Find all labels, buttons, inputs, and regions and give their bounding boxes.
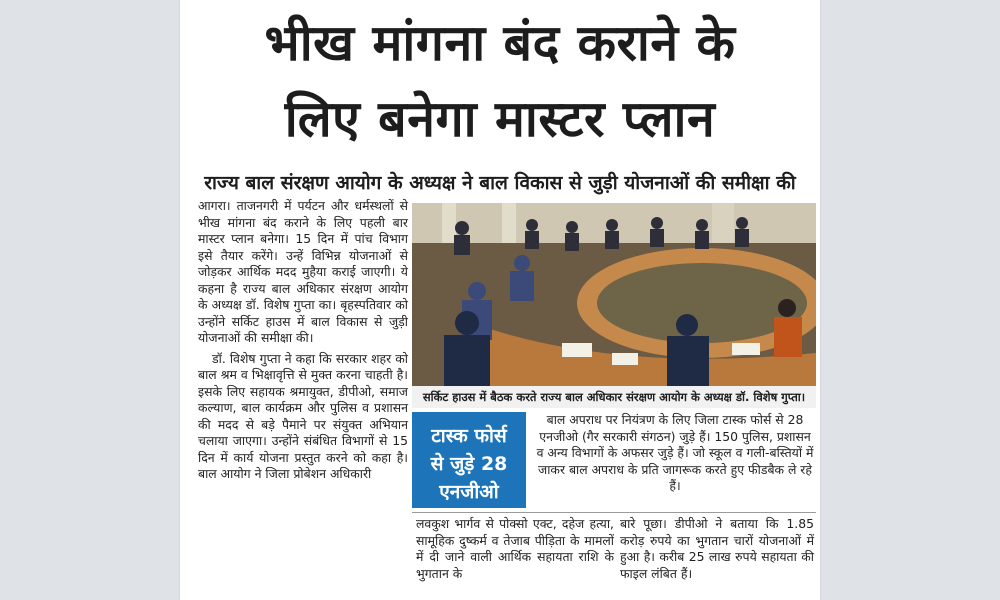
task-force-box — [412, 412, 526, 508]
article-column-2: लवकुश भार्गव से पोक्सो एक्ट, दहेज हत्या, सामूहिक दुष्कर्म व तेजाब पीड़िता के मामलों में दी जाने वाली आर्थिक सहायता राशि के भुगतान के — [416, 516, 614, 581]
article-paragraph: डॉ. विशेष गुप्ता ने कहा कि सरकार शहर को बाल श्रम व भिक्षावृत्ति से मुक्त करना चाहती है। इसके लिए सहायक श्रमायुक्त, डीपीओ, समाज कल्याण, बाल कार्यक्रम और पुलिस व प्रशासन की मदद से बड़े पैमाने पर संयुक्त अभियान चलाया जाएगा। उन्होंने संबंधित विभागों से 15 दिन में कार्य योजना प्रस्तुत करने को कहा है। बाल आयोग ने जिला प्रोबेशन अधिकारी — [198, 350, 408, 481]
article-column-3: बारे पूछा। डीपीओ ने बताया कि 1.85 करोड़ रुपये का भुगतान चारों योजनाओं में हुआ है। करीब 25 लाख रुपये सहायता की फाइल लंबित हैं। — [620, 516, 814, 581]
box-title-line: टास्क फोर्स — [431, 425, 507, 447]
meeting-photo — [412, 203, 816, 386]
meeting-photo-image — [412, 203, 816, 386]
newspaper-clipping — [180, 0, 820, 600]
article-column-1 — [198, 198, 408, 483]
box-title-line: से जुड़े 28 — [430, 453, 508, 475]
headline-line-2: लिए बनेगा मास्टर प्लान — [284, 90, 716, 148]
article-paragraph: आगरा। ताजनगरी में पर्यटन और धर्मस्थलों से भीख मांगना बंद कराने के लिए पहली बार मास्टर प्लान बनेगा। 15 दिन में पांच विभाग इसे तैयार करेंगे। उन्हें विभिन्न योजनाओं से जोड़कर आर्थिक मदद मुहैया कराई जाएगी। ये कहना है राज्य बाल अधिकार संरक्षण आयोग के अध्यक्ष डॉ. विशेष गुप्ता का। बृहस्पतिवार को उन्होंने सर्किट हाउस में बाल विकास से जुड़ी योजनाओं की समीक्षा की। — [198, 198, 408, 345]
photo-caption: सर्किट हाउस में बैठक करते राज्य बाल अधिकार संरक्षण आयोग के अध्यक्ष डॉ. विशेष गुप्ता। — [412, 386, 816, 408]
box-title-line: एनजीओ — [439, 481, 499, 503]
divider — [412, 512, 816, 513]
task-force-text: बाल अपराध पर नियंत्रण के लिए जिला टास्क फोर्स से 28 एनजीओ (गैर सरकारी संगठन) जुड़े हैं। 150 पुलिस, प्रशासन व अन्य विभागों के अफसर जुड़े हैं। जो स्कूल व गली-बस्तियों में जाकर बाल अपराध के प्रति जागरूक करते हुए फीडबैक ले रहे हैं। — [536, 412, 814, 493]
subheadline: राज्य बाल संरक्षण आयोग के अध्यक्ष ने बाल विकास से जुड़ी योजनाओं की समीक्षा की — [204, 172, 796, 194]
headline-line-1: भीख मांगना बंद कराने के — [264, 14, 736, 72]
